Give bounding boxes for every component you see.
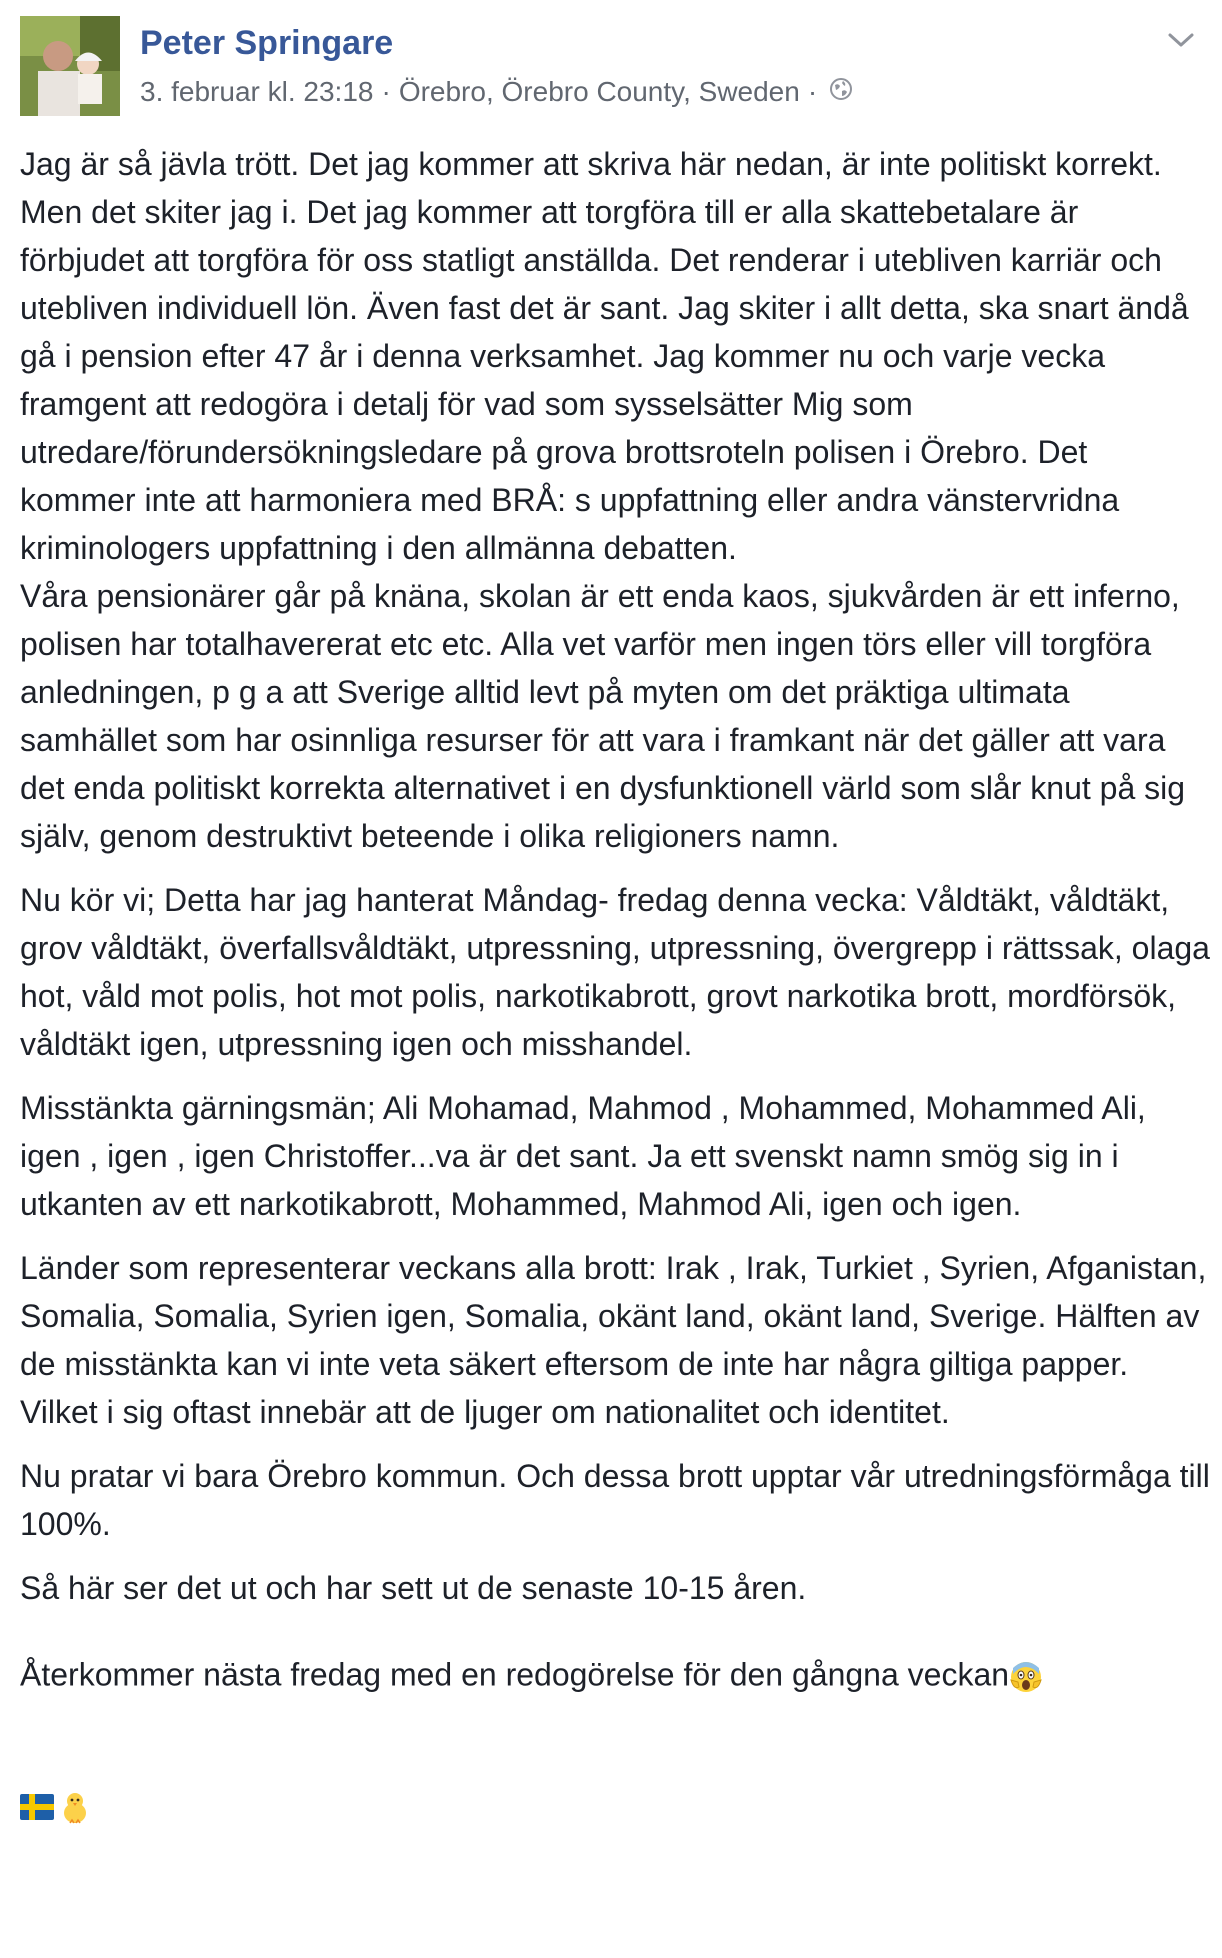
- post-paragraph: Länder som representerar veckans alla brott: Irak , Irak, Turkiet , Syrien, Afganistan, Somalia, Somalia, Syrien igen, Somalia, okänt land, okänt land, Sverige. Hälften av de misstänkta kan vi inte veta säkert eftersom de inte har några giltiga papper. Vilket i sig oftast innebär att de ljuger om nationalitet och identitet.: [20, 1250, 1207, 1430]
- globe-icon[interactable]: [829, 76, 853, 108]
- avatar[interactable]: [20, 16, 120, 116]
- chevron-down-icon[interactable]: [1166, 30, 1196, 50]
- meta-separator-2: ·: [807, 76, 818, 107]
- post-meta: [140, 76, 853, 108]
- post-body: [20, 140, 1210, 1872]
- swedish-flag-icon: [20, 1746, 54, 1868]
- post-paragraph: Nu pratar vi bara Örebro kommun. Och dessa brott upptar vår utredningsförmåga till 100%.: [20, 1458, 1210, 1542]
- meta-separator: ·: [381, 76, 391, 107]
- post-paragraph: Nu kör vi; Detta har jag hanterat Måndag- fredag denna vecka: Våldtäkt, våldtäkt, grov våldtäkt, överfallsvåldtäkt, utpressning, utpressning, övergrepp i rättssak, olaga hot, våld mot polis, hot mot polis, narkotikabrott, grovt narkotika brott, mordförsök, våldtäkt igen, utpressning igen och misshandel.: [20, 882, 1210, 1062]
- screaming-face-icon: [1009, 1612, 1043, 1742]
- hatching-chick-icon: [60, 1742, 90, 1872]
- post-paragraph: Jag är så jävla trött. Det jag kommer att skriva här nedan, är inte politiskt korrekt. Men det skiter jag i. Det jag kommer att torgföra till er alla skattebetalare är förbjudet att torgföra för oss statligt anställda. Det renderar i utebliven karriär och utebliven individuell lön. Även fast det är sant. Jag skiter i allt detta, ska snart ändå gå i pension efter 47 år i denna verksamhet. Jag kommer nu och varje vecka framgent att redogöra i detalj för vad som sysselsätter Mig som utredare/förundersökningsledare på grova brottsroteln polisen i Örebro. Det kommer inte att harmoniera med BRÅ: s uppfattning eller andra vänstervridna kriminologers uppfattning i den allmänna debatten. Våra pensionärer går på knäna, skolan är ett enda kaos, sjukvården är ett inferno, polisen har totalhavererat etc etc. Alla vet varför men ingen törs eller vill torgföra anledningen, p g a att Sverige alltid levt på myten om det präktiga ultimata samhället som har osinnliga resurser för att vara i framkant när det gäller att vara det enda politiskt korrekta alternativet i en dysfunktionell värld som slår knut på sig själv, genom destruktivt beteende i olika religioners namn.: [20, 146, 1189, 854]
- post-location[interactable]: Örebro, Örebro County, Sweden: [398, 76, 800, 107]
- avatar-photo: [20, 16, 120, 116]
- post-header: [20, 16, 1202, 116]
- author-name[interactable]: Peter Springare: [140, 24, 394, 62]
- post-timestamp[interactable]: 3. februar kl. 23:18: [140, 76, 374, 107]
- post-paragraph-text: Så här ser det ut och har sett ut de senaste 10-15 åren. Återkommer nästa fredag med en redogörelse för den gångna veckan: [20, 1570, 1010, 1693]
- post-paragraph: Misstänkta gärningsmän; Ali Mohamad, Mahmod , Mohammed, Mohammed Ali, igen , igen , igen Christoffer...va är det sant. Ja ett svenskt namn smög sig in i utkanten av ett narkotikabrott, Mohammed, Mahmod Ali, igen och igen.: [20, 1090, 1146, 1222]
- post-paragraph-last: [20, 1564, 1210, 1872]
